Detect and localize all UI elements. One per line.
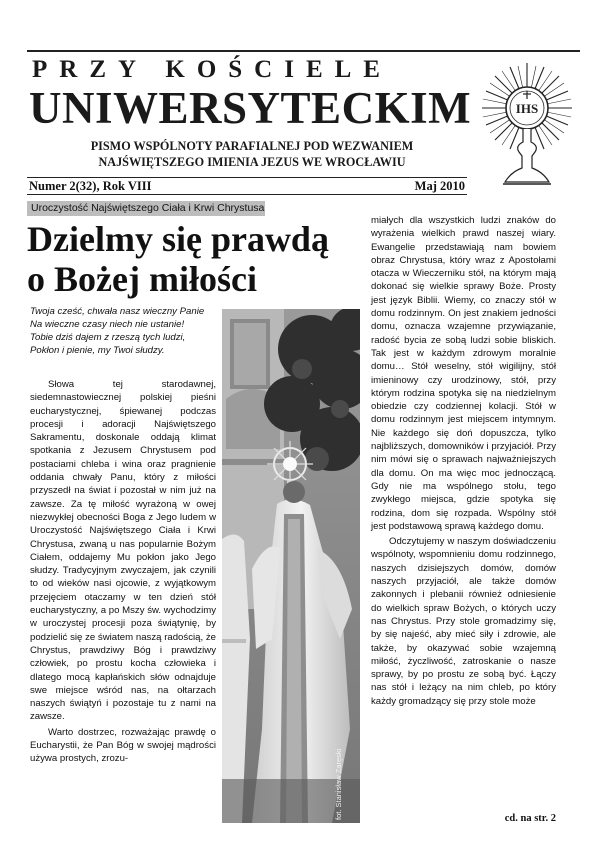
article-tag: Uroczystość Najświętszego Ciała i Krwi Chrystusa (27, 201, 265, 216)
emblem-ihs-text: IHS (515, 101, 539, 116)
masthead-title-line1: PRZY KOŚCIELE (32, 56, 392, 83)
masthead-subtitle-line1: PISMO WSPÓLNOTY PARAFIALNEJ POD WEZWANIEM (90, 139, 414, 153)
verse-line: Twoja cześć, chwała nasz wieczny Panie (30, 306, 205, 317)
verse-line: Tobie dziś dajem z rzeszą tych ludzi, (30, 332, 186, 343)
article-column-left (30, 378, 216, 766)
issue-number: Numer 2(32), Rok VIII (29, 179, 152, 193)
article-headline (27, 219, 367, 299)
hymn-verse (30, 305, 225, 357)
issue-date: Maj 2010 (414, 179, 465, 193)
masthead (27, 50, 580, 195)
masthead-title-line2: UNIWERSYTECKIM (29, 83, 472, 133)
headline-line2: o Bożej miłości (27, 259, 257, 299)
verse-line: Na wieczne czasy niech nie ustanie! (30, 319, 185, 330)
masthead-subtitle-line2: NAJŚWIĘTSZEGO IMIENIA JEZUS WE WROCŁAWIU (98, 155, 406, 169)
article-paragraph: Warto dostrzec, rozważając prawdę o Eucharystii, że Pan Bóg w swojej mądrości używa prostych, zrozu- (30, 726, 216, 765)
article-paragraph: Odczytujemy w naszym doświadczeniu wspólnoty, wspomnieniu domu rodzinnego, naszych dzisiejszych domów, domów naszych przyjaciół, ale także domów zakonnych i plebanii również odniesienie do wielkich spraw Bożych, o których uczy nas Chrystus. Przy stole gromadzimy się, by się najeść, aby mieć siły i zdrowie, ale także, by okazywać sobie wzajemną miłość, życzliwość, zatroskanie o nasze sprawy, by po prostu ze sobą być. Łączy nas stół i leżący na nim chleb, po który każdy gromadzący się przy stole może (371, 536, 556, 707)
article-paragraph: Słowa tej starodawnej, siedemnastowiecznej polskiej pieśni eucharystycznej, śpiewanej podczas procesji i adoracji Najświętszego Sakramentu, doskonale oddają klimat spotkania z Jezusem Chrystusem pod postaciami chleba i wina oraz pragnienie oddania chwały Panu, który z miłości przyszedł na świat i pozostał w nim już na zawsze. Za tę miłość wyrażoną w owej niezwykłej obecności Boga z Jego ludem w Uroczystość Najświętszego Ciała i Krwi Chrystusa, zwaną u nas popularnie Bożym Ciałem, oddajemy Mu pokłon jako Jego słudzy. Tradycyjnym zwyczajem, jak czynili to od wieków nasi ojcowie, z wyjątkowym przejęciem otaczamy w ten dzień stół eucharystyczny, a po Mszy św. wychodzimy w uroczystej procesji poza świątynię, by podzielić się ze światem naszą radością, że Chrystus, prawdziwy Bóg i prawdziwy człowiek, po prostu kocha człowieka i dlatego mocą kapłańskich słów odnajduje swe miejsce wśród nas, na ołtarzach naszych świątyń i pozostaje tu z nami na zawsze. (30, 379, 216, 723)
photo-credit: fot. Stanisław Zaręski (334, 748, 343, 820)
headline-line1: Dzielmy się prawdą (27, 219, 329, 259)
issue-bar (27, 177, 467, 195)
article-paragraph: miałych dla wszystkich ludzi znaków do wyrażenia wielkich prawd naszej wiary. Ewangelie przedstawiają nam bowiem obraz Chrystusa, który wraz z Apostołami otacza w Wieczerniku stół, na którym mają dokonać się wielkie sprawy Boże. Prosty jest język Biblii. Wiemy, co znaczy stół w domu rodzinnym. On jest znakiem jedności domu, oznacza wzajemne przywiązanie, radość bycia ze sobą ludzi sobie bliskich. Tak jest w każdym zdrowym moralnie domu… Stół weselny, stół wigilijny, stół imieninowy czy urodzinowy, stół, przy którym rodzina spotyka się na niedzielnym obiedzie czy codziennej kolacji. Stół w domu rodzinnym jest miejscem intymnym. Nie każdego się doń dopuszcza, tylko najbliższych, domowników i przyjaciół. Przy nim mówi się o sprawach najważniejszych dla domu. On ma więc moc jednoczącą. Gdy nie ma wspólnego stołu, tego zwykłego miejsca, gdzie spotyka się rodzina, dom się rozpada. Wspólny stół jest podstawową sprawą każdego domu. (371, 215, 556, 532)
article-column-right (371, 214, 556, 708)
ihs-monstrance-sun-icon (475, 60, 580, 190)
masthead-subtitle (57, 138, 447, 170)
verse-line: Pokłon i pienie, my Twoi słudzy. (30, 345, 165, 356)
continued-link[interactable]: cd. na str. 2 (504, 813, 556, 824)
